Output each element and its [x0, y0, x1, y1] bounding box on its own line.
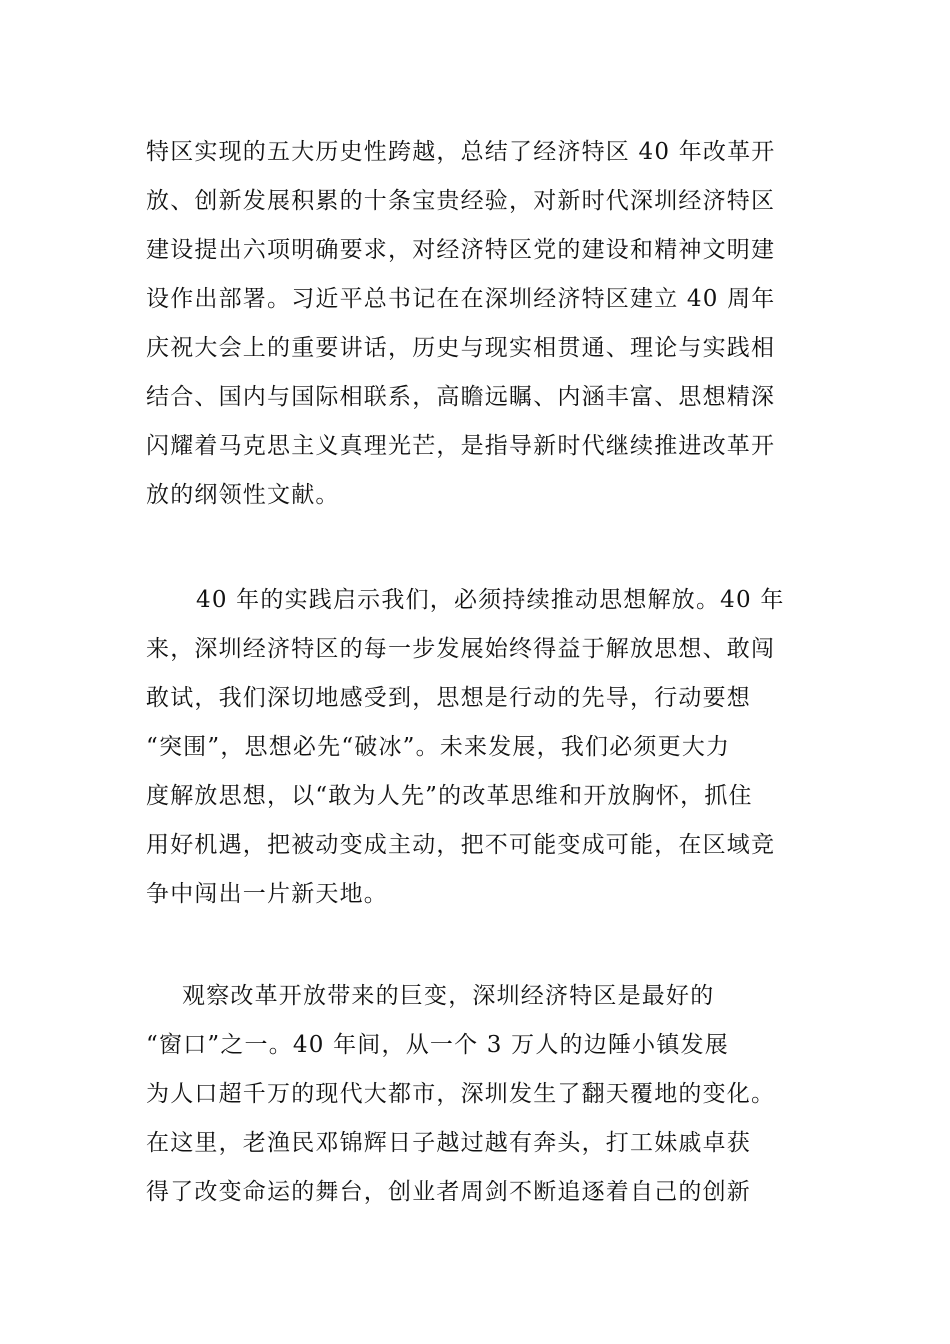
- text-line: 放、创新发展积累的十条宝贵经验，对新时代深圳经济特区: [146, 188, 776, 214]
- paragraph-1: [146, 128, 776, 520]
- text-line: 争中闯出一片新天地。: [146, 881, 388, 907]
- text-line: 为人口超千万的现代大都市，深圳发生了翻天覆地的变化。: [146, 1081, 776, 1107]
- text-line: 设作出部署。习近平总书记在在深圳经济特区建立 40 周年: [146, 286, 776, 312]
- text-line: 结合、国内与国际相联系，高瞻远瞩、内涵丰富、思想精深: [146, 384, 776, 410]
- text-line: 敢试，我们深切地感受到，思想是行动的先导，行动要想: [146, 685, 751, 711]
- text-line: 观察改革开放带来的巨变，深圳经济特区是最好的: [182, 983, 715, 1009]
- text-line: 放的纲领性文献。: [146, 482, 340, 508]
- text-line: 在这里，老渔民邓锦辉日子越过越有奔头，打工妹戚卓获: [146, 1130, 751, 1156]
- text-line: 闪耀着马克思主义真理光芒，是指导新时代继续推进改革开: [146, 433, 776, 459]
- text-line: 特区实现的五大历史性跨越，总结了经济特区 40 年改革开: [146, 139, 776, 165]
- text-line: 用好机遇，把被动变成主动，把不可能变成可能，在区域竞: [146, 832, 776, 858]
- text-line: 来，深圳经济特区的每一步发展始终得益于解放思想、敢闯: [146, 636, 776, 662]
- text-line: “窗口”之一。40 年间，从一个 3 万人的边陲小镇发展: [146, 1032, 729, 1058]
- text-line: 得了改变命运的舞台，创业者周剑不断追逐着自己的创新: [146, 1179, 751, 1205]
- text-line: 庆祝大会上的重要讲话，历史与现实相贯通、理论与实践相: [146, 335, 776, 361]
- text-line: “突围”，思想必先“破冰”。未来发展，我们必须更大力: [146, 734, 731, 760]
- text-line: 度解放思想，以“敢为人先”的改革思维和开放胸怀，抓住: [146, 783, 753, 809]
- paragraph-2: [146, 576, 785, 919]
- paragraph-3: [146, 972, 775, 1217]
- text-line: 建设提出六项明确要求，对经济特区党的建设和精神文明建: [146, 237, 776, 263]
- text-line: 40 年的实践启示我们，必须持续推动思想解放。40 年: [196, 587, 785, 613]
